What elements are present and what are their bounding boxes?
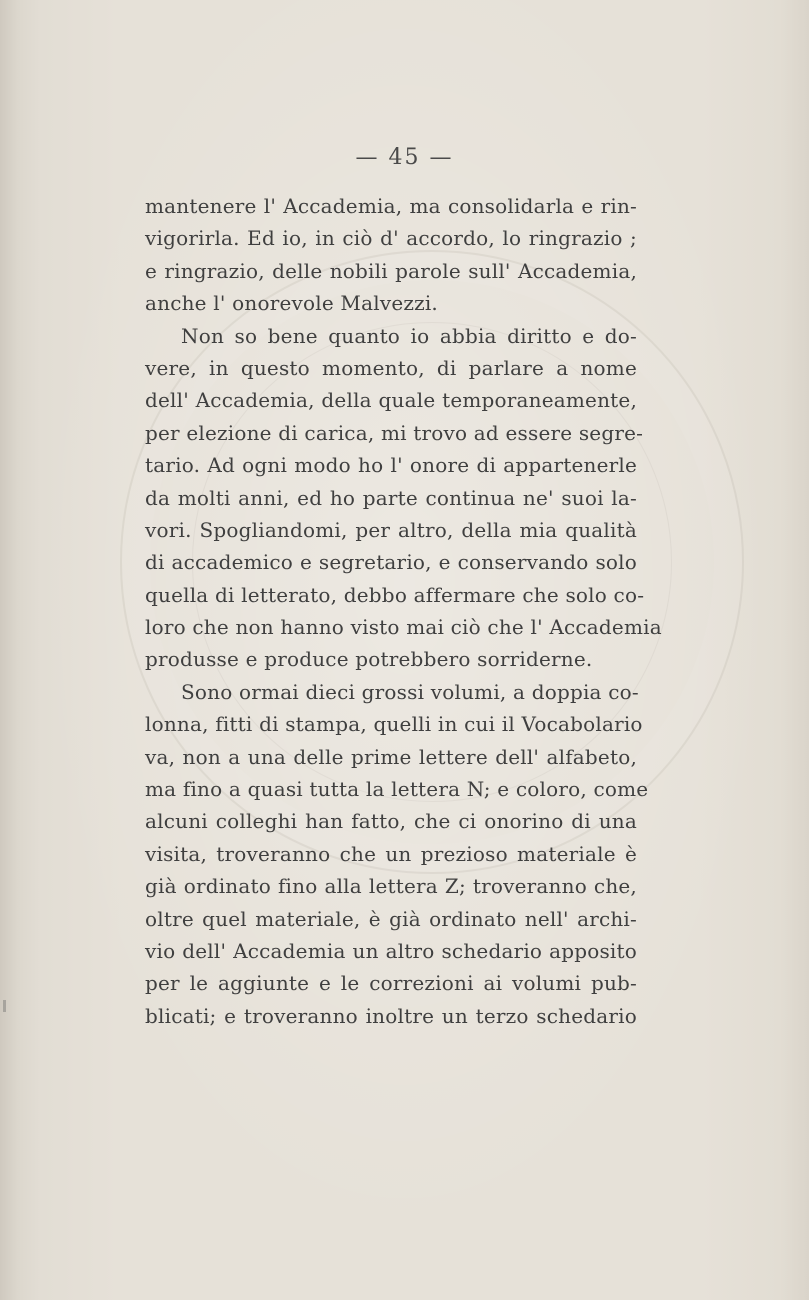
text-line: alcuni colleghi han fatto, che ci onorino di una	[145, 809, 637, 834]
text-line: ma fino a quasi tutta la lettera N; e coloro, come	[145, 777, 649, 802]
text-line: dell' Accademia, della quale temporaneamente,	[145, 388, 637, 413]
text-line: Sono ormai dieci grossi volumi, a doppia co-	[181, 679, 639, 704]
text-line: oltre quel materiale, è già ordinato nell' archi-	[145, 906, 637, 931]
text-line: per elezione di carica, mi trovo ad essere segre-	[145, 420, 644, 445]
text-line: loro che non hanno visto mai ciò che l' Accademia	[145, 615, 662, 640]
text-line: vere, in questo momento, di parlare a nome	[145, 355, 637, 380]
text-line: quella di letterato, debbo affermare che solo co-	[145, 582, 645, 607]
text-line: vigorirla. Ed io, in ciò d' accordo, lo ringrazio ;	[145, 226, 637, 251]
text-line: blicati; e troveranno inoltre un terzo schedario	[145, 1003, 637, 1028]
text-line: va, non a una delle prime lettere dell' alfabeto,	[145, 744, 637, 769]
text-line: produsse e produce potrebbero sorriderne.	[145, 647, 593, 672]
page-edge-mark	[3, 1000, 6, 1012]
page-number: — 45 —	[355, 145, 454, 170]
text-line: anche l' onorevole Malvezzi.	[145, 291, 438, 316]
text-line: vio dell' Accademia un altro schedario apposito	[145, 938, 637, 963]
text-line: visita, troveranno che un prezioso materiale è	[145, 841, 637, 866]
text-line: vori. Spogliandomi, per altro, della mia qualità	[145, 517, 637, 542]
text-line: già ordinato fino alla lettera Z; troveranno che,	[145, 874, 637, 899]
body-text	[145, 190, 662, 1032]
text-line: lonna, fitti di stampa, quelli in cui il Vocabolario	[145, 712, 643, 737]
text-line: e ringrazio, delle nobili parole sull' Accademia,	[145, 258, 637, 283]
text-line: per le aggiunte e le correzioni ai volumi pub-	[145, 971, 637, 996]
text-line: di accademico e segretario, e conservando solo	[145, 550, 637, 575]
text-line: da molti anni, ed ho parte continua ne' suoi la-	[145, 485, 637, 510]
text-line: tario. Ad ogni modo ho l' onore di appartenerle	[145, 453, 637, 478]
text-line: Non so bene quanto io abbia diritto e do-	[181, 323, 637, 348]
text-line: mantenere l' Accademia, ma consolidarla e rin-	[145, 194, 637, 218]
